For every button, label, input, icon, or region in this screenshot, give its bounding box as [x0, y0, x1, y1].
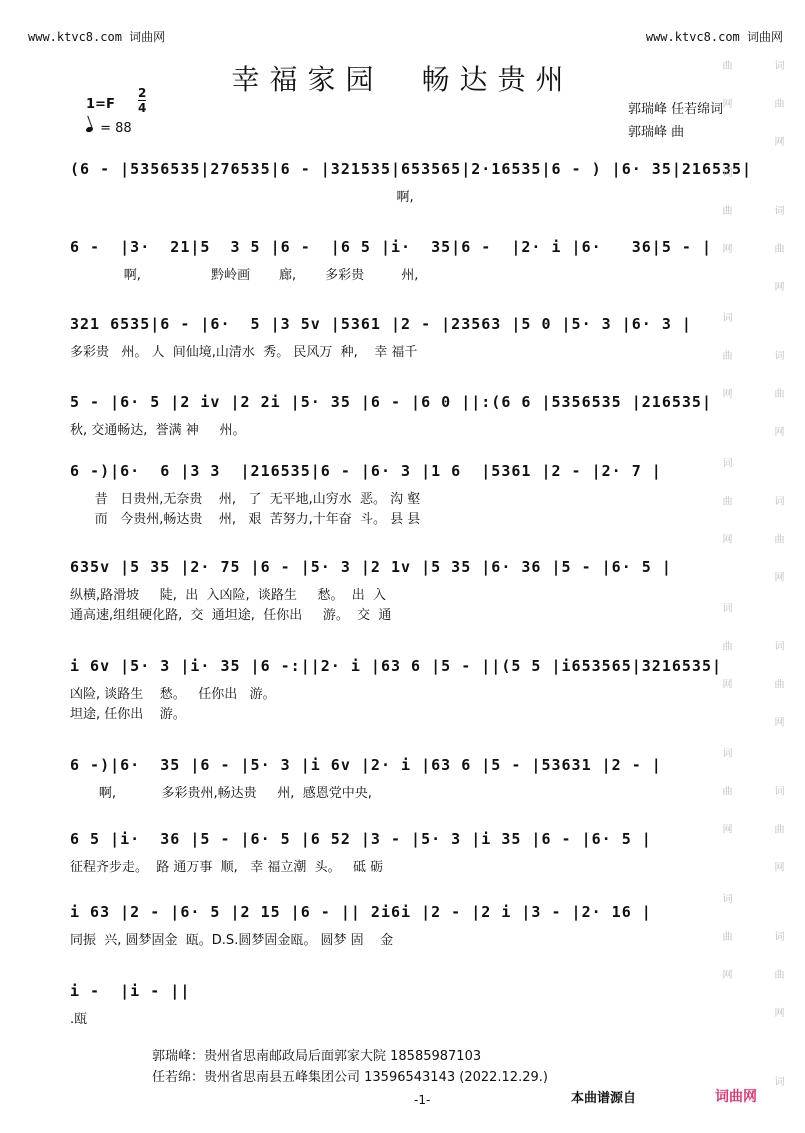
lyrics-verse-1: 秋, 交通畅达, 誉满 神 州。 [70, 423, 246, 438]
lyrics-verse-1: 啊, [70, 190, 414, 205]
contact-line-2: 任若绵：贵州省思南县五峰集团公司 13596543143 (2022.12.29.) [152, 1070, 548, 1085]
time-sig-top: 2 [138, 86, 147, 100]
jianpu-notes: 6 5 |i· 36 |5 - |6· 5 |6 52 |3 - |5· 3 |i 35 |6 - |6· 5 | [70, 830, 652, 848]
lyrics-verse-1: 啊, 黔岭画 廊, 多彩贵 州, [70, 268, 419, 283]
side-watermark [2, 60, 18, 1133]
key-signature: 1=F [86, 97, 115, 112]
site-brand: 词曲网 [715, 1089, 757, 1105]
lyrics-verse-1: 昔 日贵州,无奈贵 州, 了 无平地,山穷水 恶。 沟 壑 [70, 492, 421, 507]
header-left-url: www.ktvc8.com 词曲网 [28, 30, 166, 44]
jianpu-notes: i 63 |2 - |6· 5 |2 15 |6 - || 2i6i |2 - |2 i |3 - |2· 16 | [70, 903, 652, 921]
lyrics-verse-1: 纵横,路滑坡 陡, 出 入凶险, 谈路生 愁。 出 入 [70, 588, 387, 603]
score-row [70, 756, 760, 801]
jianpu-notes: 6 -)|6· 35 |6 - |5· 3 |i 6v |2· i |63 6 |5 - |53631 |2 - | [70, 756, 662, 774]
time-signature [138, 86, 146, 115]
lyrics-verse-1: 多彩贵 州。 人 间仙境,山清水 秀。 民风万 种, 幸 福千 [70, 345, 418, 360]
jianpu-notes: 635v |5 35 |2· 75 |6 - |5· 3 |2 1v |5 35 |6· 36 |5 - |6· 5 | [70, 558, 672, 576]
composer-credit: 郭瑞峰 曲 [628, 125, 685, 140]
score-row [70, 393, 760, 438]
lyrics-verse-1: 征程齐步走。 路 通万事 顺, 幸 福立潮 头。 砥 砺 [70, 860, 384, 875]
lyrics-verse-2: 坦途, 任你出 游。 [70, 707, 186, 722]
tempo-marking [86, 121, 132, 136]
lyrics-verse-2: 通高速,组组硬化路, 交 通坦途, 任你出 游。 交 通 [70, 608, 392, 623]
score-row [70, 238, 760, 283]
contact-line-1: 郭瑞峰：贵州省思南邮政局后面郭家大院 18585987103 [152, 1049, 482, 1064]
jianpu-notes: 5 - |6· 5 |2 iv |2 2i |5· 35 |6 - |6 0 ||:(6 6 |5356535 |216535| [70, 393, 712, 411]
time-sig-bottom: 4 [138, 101, 147, 115]
side-watermark: 词曲网 词曲网 词曲网 词曲网 词曲网 词曲网 词曲网 词曲网 词曲网 词曲网 词曲网 词曲网 词曲网 词曲网 [720, 60, 783, 1115]
song-title: 幸福家园 畅达贵州 [231, 63, 574, 96]
score-row [70, 462, 760, 527]
lyrics-verse-1: 同振 兴, 圆梦固金 瓯。D.S.圆梦固金瓯。 圆梦 固 金 [70, 933, 394, 948]
lyrics-verse-1: 啊, 多彩贵州,畅达贵 州, 感恩党中央, [70, 786, 372, 801]
score-row [70, 558, 760, 623]
lyrics-verse-1: .瓯 [70, 1012, 88, 1027]
score-row [70, 903, 760, 948]
jianpu-notes: 6 - |3· 21|5 3 5 |6 - |6 5 |i· 35|6 - |2· i |6· 36|5 - | [70, 238, 712, 256]
score-row [70, 657, 760, 722]
tempo-value: = 88 [100, 121, 132, 136]
jianpu-notes: i 6v |5· 3 |i· 35 |6 -:||2· i |63 6 |5 - ||(5 5 |i653565|3216535| [70, 657, 722, 675]
jianpu-notes: (6 - |5356535|276535|6 - |321535|653565|2·16535|6 - ) |6· 35|216535| [70, 160, 753, 178]
jianpu-notes: i - |i - || [70, 982, 191, 1000]
quarter-note-icon [85, 126, 93, 133]
page-number: -1- [414, 1093, 431, 1107]
score-row [70, 160, 760, 205]
header-right-url: www.ktvc8.com 词曲网 [645, 30, 783, 44]
score-row [70, 830, 760, 875]
score-row [70, 982, 760, 1027]
lyricist-credit: 郭瑞峰 任若绵词 [628, 102, 724, 117]
source-label: 本曲谱源自 [571, 1091, 637, 1106]
lyrics-verse-1: 凶险, 谈路生 愁。 任你出 游。 [70, 687, 276, 702]
jianpu-notes: 321 6535|6 - |6· 5 |3 5v |5361 |2 - |23563 |5 0 |5· 3 |6· 3 | [70, 315, 692, 333]
lyrics-verse-2: 而 今贵州,畅达贵 州, 艰 苦努力,十年奋 斗。 县 县 [70, 512, 421, 527]
score-row [70, 315, 760, 360]
jianpu-notes: 6 -)|6· 6 |3 3 |216535|6 - |6· 3 |1 6 |5361 |2 - |2· 7 | [70, 462, 662, 480]
